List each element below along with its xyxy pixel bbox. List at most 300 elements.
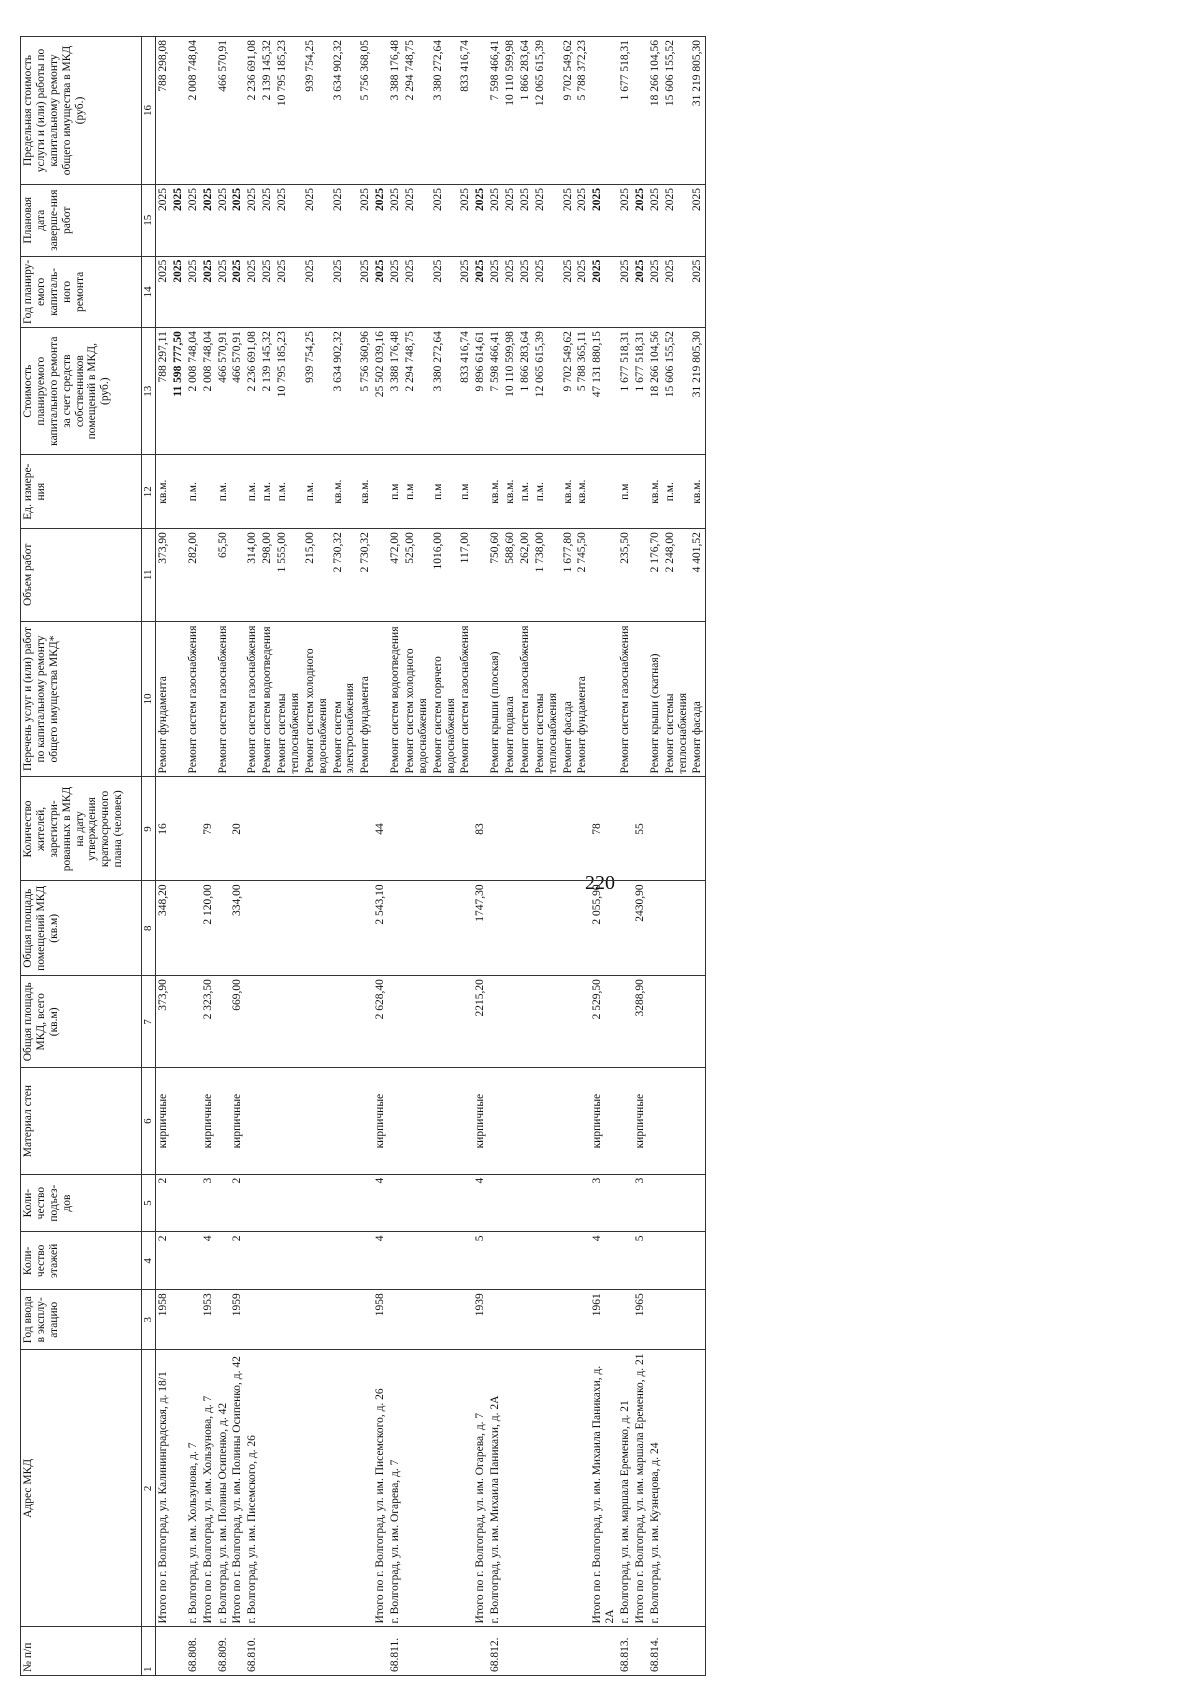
table-cell bbox=[431, 1627, 459, 1676]
table-cell bbox=[230, 37, 245, 185]
table-cell: п.м bbox=[431, 455, 459, 529]
table-cell: 262,00 bbox=[518, 529, 533, 621]
table-cell: 2025 bbox=[388, 256, 403, 328]
table-cell: 44 bbox=[373, 777, 388, 881]
table-cell: 1 677 518,31 bbox=[618, 37, 633, 185]
table-cell bbox=[518, 1174, 533, 1232]
column-number: 7 bbox=[142, 976, 156, 1068]
table-cell: 1 677 518,31 bbox=[633, 328, 648, 455]
table-cell: 2025 bbox=[561, 184, 576, 256]
table-cell: 298,00 bbox=[260, 529, 275, 621]
table-cell bbox=[171, 1290, 186, 1350]
table-cell: 2025 bbox=[648, 256, 663, 328]
table-cell bbox=[171, 455, 186, 529]
table-cell: 2 294 748,75 bbox=[403, 37, 431, 185]
table-row bbox=[303, 37, 331, 1676]
table-cell: 2 294 748,75 bbox=[403, 328, 431, 455]
table-cell bbox=[590, 37, 618, 185]
table-cell: 10 110 599,98 bbox=[503, 37, 518, 185]
table-cell bbox=[201, 455, 216, 529]
column-header: Общая площадь помещений МКД (кв.м) bbox=[21, 881, 142, 976]
table-cell bbox=[431, 1350, 459, 1627]
table-cell bbox=[503, 1627, 518, 1676]
table-cell: Итого по г. Волгоград, ул. им. маршала Еременко, д. 21 bbox=[633, 1350, 648, 1627]
table-cell: 466 570,91 bbox=[230, 328, 245, 455]
table-cell: 10 795 185,23 bbox=[275, 37, 303, 185]
table-cell bbox=[303, 881, 331, 976]
table-cell bbox=[503, 1350, 518, 1627]
table-cell: г. Волгоград, ул. им. Полины Осипенко, д. 42 bbox=[216, 1350, 231, 1627]
column-number: 15 bbox=[142, 184, 156, 256]
table-cell: 16 bbox=[156, 777, 171, 881]
table-cell bbox=[275, 1290, 303, 1350]
table-cell: 18 266 104,56 bbox=[648, 328, 663, 455]
table-cell bbox=[488, 1290, 503, 1350]
table-cell: Итого по г. Волгоград, ул. им. Писемского, д. 26 bbox=[373, 1350, 388, 1627]
table-cell bbox=[533, 1290, 561, 1350]
table-cell: 2025 bbox=[171, 184, 186, 256]
table-cell bbox=[503, 881, 518, 976]
table-cell: Ремонт систем газоснабжения bbox=[618, 621, 633, 777]
table-cell bbox=[373, 621, 388, 777]
table-cell bbox=[275, 881, 303, 976]
table-cell: 472,00 bbox=[388, 529, 403, 621]
table-cell: 235,50 bbox=[618, 529, 633, 621]
table-row bbox=[156, 37, 171, 1676]
table-cell bbox=[388, 777, 403, 881]
table-row bbox=[663, 37, 691, 1676]
table-cell: 1747,30 bbox=[473, 881, 488, 976]
table-cell bbox=[663, 1068, 691, 1174]
table-cell bbox=[633, 1627, 648, 1676]
table-cell bbox=[648, 1174, 663, 1232]
table-cell bbox=[431, 777, 459, 881]
table-cell: Итого по г. Волгоград, ул. им. Огарева, д. 7 bbox=[473, 1350, 488, 1627]
table-cell: 68.808. bbox=[186, 1627, 201, 1676]
table-cell bbox=[533, 1232, 561, 1290]
table-row bbox=[503, 37, 518, 1676]
table-cell: 2 008 748,04 bbox=[186, 328, 201, 455]
table-cell: 3 bbox=[201, 1174, 216, 1232]
table-cell: 12 065 615,39 bbox=[533, 328, 561, 455]
table-cell: 750,60 bbox=[488, 529, 503, 621]
table-cell: 2025 bbox=[230, 256, 245, 328]
table-cell: 2025 bbox=[518, 256, 533, 328]
table-row bbox=[388, 37, 403, 1676]
table-cell bbox=[275, 1350, 303, 1627]
table-cell bbox=[186, 1068, 201, 1174]
table-cell: п.м bbox=[458, 455, 473, 529]
table-cell: Ремонт крыши (скатная) bbox=[648, 621, 663, 777]
table-cell: кв.м. bbox=[488, 455, 503, 529]
table-cell bbox=[216, 881, 231, 976]
table-cell: 2 008 748,04 bbox=[186, 37, 201, 185]
table-cell: 3 634 902,32 bbox=[331, 328, 359, 455]
table-cell: 1958 bbox=[156, 1290, 171, 1350]
table-cell bbox=[230, 621, 245, 777]
table-cell bbox=[575, 881, 590, 976]
table-cell: 15 606 155,52 bbox=[663, 328, 691, 455]
table-cell bbox=[331, 976, 359, 1068]
table-cell: кирпичные bbox=[230, 1068, 245, 1174]
table-cell: г. Волгоград, ул. им. маршала Еременко, д. 21 bbox=[618, 1350, 633, 1627]
table-cell bbox=[171, 1232, 186, 1290]
table-cell: 4 bbox=[473, 1174, 488, 1232]
table-cell bbox=[590, 529, 618, 621]
table-cell: 2025 bbox=[648, 184, 663, 256]
table-body bbox=[156, 37, 706, 1676]
table-cell: Ремонт системы теплоснабжения bbox=[275, 621, 303, 777]
table-cell bbox=[388, 1232, 403, 1290]
column-header: Объем работ bbox=[21, 529, 142, 621]
table-cell bbox=[618, 976, 633, 1068]
table-cell bbox=[171, 621, 186, 777]
table-cell: 5 756 360,96 bbox=[358, 328, 373, 455]
table-cell bbox=[303, 1627, 331, 1676]
table-cell: Ремонт систем водоотведения bbox=[260, 621, 275, 777]
table-cell bbox=[275, 1068, 303, 1174]
table-cell bbox=[690, 777, 705, 881]
table-cell bbox=[358, 777, 373, 881]
table-cell: 2025 bbox=[590, 184, 618, 256]
table-cell: 1 677 518,31 bbox=[618, 328, 633, 455]
table-cell: 2025 bbox=[533, 184, 561, 256]
table-cell bbox=[518, 1068, 533, 1174]
table-cell bbox=[245, 777, 260, 881]
column-header: Плановая дата заверше-ния работ bbox=[21, 184, 142, 256]
table-cell bbox=[618, 777, 633, 881]
column-header: Коли-чество подъез-дов bbox=[21, 1174, 142, 1232]
column-number: 6 bbox=[142, 1068, 156, 1174]
table-cell bbox=[575, 1290, 590, 1350]
table-cell bbox=[690, 1068, 705, 1174]
table-cell: 2025 bbox=[156, 184, 171, 256]
table-row bbox=[633, 37, 648, 1676]
table-cell bbox=[201, 1627, 216, 1676]
table-cell bbox=[245, 1174, 260, 1232]
table-cell: п.м. bbox=[260, 455, 275, 529]
table-cell: 2025 bbox=[503, 256, 518, 328]
table-cell bbox=[186, 777, 201, 881]
column-number: 14 bbox=[142, 256, 156, 328]
column-header: Адрес МКД bbox=[21, 1350, 142, 1627]
table-cell: 2025 bbox=[358, 256, 373, 328]
table-cell: Ремонт фундамента bbox=[358, 621, 373, 777]
column-header: № п/п bbox=[21, 1627, 142, 1676]
table-cell: 588,60 bbox=[503, 529, 518, 621]
table-cell bbox=[575, 1232, 590, 1290]
table-cell bbox=[533, 1068, 561, 1174]
table-cell bbox=[358, 1350, 373, 1627]
table-cell bbox=[171, 529, 186, 621]
table-cell: 2025 bbox=[690, 184, 705, 256]
table-cell: 9 896 614,61 bbox=[473, 328, 488, 455]
table-cell: 12 065 615,39 bbox=[533, 37, 561, 185]
table-cell bbox=[230, 529, 245, 621]
table-cell: 2025 bbox=[216, 256, 231, 328]
page-number: 220 bbox=[585, 872, 615, 894]
table-cell: 55 bbox=[633, 777, 648, 881]
table-cell: 9 702 549,62 bbox=[561, 328, 576, 455]
table-cell: 2025 bbox=[458, 184, 473, 256]
table-cell bbox=[618, 1290, 633, 1350]
table-cell: 1 555,00 bbox=[275, 529, 303, 621]
table-cell bbox=[373, 37, 388, 185]
table-cell: Итого по г. Волгоград, ул. им. Михаила Паникахи, д. 2А bbox=[590, 1350, 618, 1627]
table-cell bbox=[230, 1627, 245, 1676]
table-cell: 669,00 bbox=[230, 976, 245, 1068]
table-cell: 4 bbox=[373, 1174, 388, 1232]
table-cell: 2025 bbox=[245, 256, 260, 328]
table-cell: 2025 bbox=[358, 184, 373, 256]
table-cell: 2 236 691,08 bbox=[245, 37, 260, 185]
table-cell bbox=[458, 1350, 473, 1627]
table-cell bbox=[690, 1174, 705, 1232]
table-cell: 68.814. bbox=[648, 1627, 663, 1676]
table-cell bbox=[590, 621, 618, 777]
table-cell: 2025 bbox=[331, 256, 359, 328]
table-row bbox=[575, 37, 590, 1676]
table-cell bbox=[663, 976, 691, 1068]
table-cell bbox=[303, 976, 331, 1068]
table-row bbox=[648, 37, 663, 1676]
table-cell: 2430,90 bbox=[633, 881, 648, 976]
table-cell: 2025 bbox=[663, 184, 691, 256]
table-cell bbox=[503, 1068, 518, 1174]
table-cell bbox=[245, 976, 260, 1068]
table-cell bbox=[575, 1350, 590, 1627]
table-cell bbox=[458, 1290, 473, 1350]
column-header: Год планиру-емого капиталь-ного ремонта bbox=[21, 256, 142, 328]
table-cell bbox=[186, 881, 201, 976]
table-cell bbox=[575, 1627, 590, 1676]
column-number: 13 bbox=[142, 328, 156, 455]
table-cell: 2 543,10 bbox=[373, 881, 388, 976]
table-cell bbox=[458, 1068, 473, 1174]
table-cell: 833 416,74 bbox=[458, 328, 473, 455]
table-cell bbox=[663, 1232, 691, 1290]
table-cell: Ремонт крыши (плоская) bbox=[488, 621, 503, 777]
table-cell: Ремонт подвала bbox=[503, 621, 518, 777]
table-cell: 3 380 272,64 bbox=[431, 328, 459, 455]
table-cell: 68.809. bbox=[216, 1627, 231, 1676]
table-cell bbox=[488, 976, 503, 1068]
table-cell: Ремонт систем газоснабжения bbox=[245, 621, 260, 777]
table-cell: 5 bbox=[473, 1232, 488, 1290]
table-cell: г. Волгоград, ул. им. Кузнецова, д. 24 bbox=[648, 1350, 663, 1627]
column-number: 12 bbox=[142, 455, 156, 529]
table-cell bbox=[216, 777, 231, 881]
table-cell bbox=[488, 1232, 503, 1290]
table-cell bbox=[201, 529, 216, 621]
table-cell bbox=[633, 37, 648, 185]
table-cell: 2025 bbox=[260, 184, 275, 256]
table-cell: 2 236 691,08 bbox=[245, 328, 260, 455]
table-cell: 2025 bbox=[388, 184, 403, 256]
column-number-row bbox=[142, 37, 156, 1676]
table-cell bbox=[171, 976, 186, 1068]
table-cell bbox=[275, 1232, 303, 1290]
table-cell: 1 677,80 bbox=[561, 529, 576, 621]
table-cell: 3 380 272,64 bbox=[431, 37, 459, 185]
table-cell bbox=[186, 1232, 201, 1290]
table-cell: Ремонт фасада bbox=[561, 621, 576, 777]
table-cell: 2025 bbox=[488, 184, 503, 256]
table-cell: 1016,00 bbox=[431, 529, 459, 621]
table-cell: 31 219 805,30 bbox=[690, 37, 705, 185]
column-header: Материал стен bbox=[21, 1068, 142, 1174]
table-cell bbox=[663, 1174, 691, 1232]
table-cell: 15 606 155,52 bbox=[663, 37, 691, 185]
table-cell: 2025 bbox=[373, 184, 388, 256]
table-cell bbox=[561, 881, 576, 976]
table-cell bbox=[518, 881, 533, 976]
table-cell bbox=[245, 1290, 260, 1350]
table-cell bbox=[648, 1290, 663, 1350]
table-cell bbox=[533, 1174, 561, 1232]
table-cell: кв.м. bbox=[690, 455, 705, 529]
table-cell: Ремонт систем водоотведения bbox=[388, 621, 403, 777]
table-cell bbox=[690, 976, 705, 1068]
table-cell bbox=[473, 455, 488, 529]
table-row bbox=[275, 37, 303, 1676]
table-cell bbox=[201, 37, 216, 185]
table-cell: 79 bbox=[201, 777, 216, 881]
table-cell bbox=[388, 1174, 403, 1232]
table-cell bbox=[561, 976, 576, 1068]
table-row bbox=[201, 37, 216, 1676]
table-cell bbox=[303, 1350, 331, 1627]
table-cell: кирпичные bbox=[590, 1068, 618, 1174]
table-cell bbox=[331, 1350, 359, 1627]
column-header: Перечень услуг и (или) работ по капитальному ремонту общего имущества МКД* bbox=[21, 621, 142, 777]
table-cell bbox=[303, 1232, 331, 1290]
table-cell bbox=[690, 1350, 705, 1627]
capital-repair-table bbox=[20, 36, 706, 1676]
table-cell: кирпичные bbox=[156, 1068, 171, 1174]
table-cell: 2 bbox=[156, 1232, 171, 1290]
table-cell bbox=[260, 1290, 275, 1350]
table-cell bbox=[388, 976, 403, 1068]
table-cell: п.м. bbox=[186, 455, 201, 529]
table-cell bbox=[518, 1232, 533, 1290]
table-cell: 334,00 bbox=[230, 881, 245, 976]
table-cell: 2 176,70 bbox=[648, 529, 663, 621]
column-header: Коли-чество этажей bbox=[21, 1232, 142, 1290]
table-cell bbox=[260, 1232, 275, 1290]
table-cell bbox=[331, 881, 359, 976]
column-header: Предельная стоимость услуги и (или) работы по капитальному ремонту общего имущества в МКД (руб.) bbox=[21, 37, 142, 185]
table-cell: 1 866 283,64 bbox=[518, 328, 533, 455]
table-cell: 10 795 185,23 bbox=[275, 328, 303, 455]
table-cell bbox=[473, 621, 488, 777]
table-cell bbox=[373, 1627, 388, 1676]
table-row bbox=[403, 37, 431, 1676]
table-cell: 2025 bbox=[260, 256, 275, 328]
table-cell bbox=[388, 1068, 403, 1174]
table-cell bbox=[171, 1627, 186, 1676]
table-cell: 2025 bbox=[201, 256, 216, 328]
table-cell bbox=[373, 455, 388, 529]
table-cell: п.м bbox=[618, 455, 633, 529]
table-cell: кв.м. bbox=[331, 455, 359, 529]
table-row bbox=[230, 37, 245, 1676]
table-cell: 2025 bbox=[216, 184, 231, 256]
table-cell: 65,50 bbox=[216, 529, 231, 621]
table-cell: г. Волгоград, ул. им. Писемского, д. 26 bbox=[245, 1350, 260, 1627]
table-cell: 2025 bbox=[488, 256, 503, 328]
table-cell bbox=[331, 777, 359, 881]
table-cell bbox=[260, 1068, 275, 1174]
table-cell: 3 388 176,48 bbox=[388, 37, 403, 185]
column-header: Общая площадь МКД, всего (кв.м) bbox=[21, 976, 142, 1068]
table-cell bbox=[275, 976, 303, 1068]
column-header: Количество жителей, зарегистри-рованных в МКД на дату утверждения краткосрочного плана (человек) bbox=[21, 777, 142, 881]
table-cell: 2025 bbox=[590, 256, 618, 328]
table-cell bbox=[575, 1174, 590, 1232]
table-cell: 2025 bbox=[663, 256, 691, 328]
table-cell bbox=[518, 1350, 533, 1627]
table-cell: 5 bbox=[633, 1232, 648, 1290]
table-cell bbox=[331, 1068, 359, 1174]
table-cell: 2 323,50 bbox=[201, 976, 216, 1068]
column-number: 16 bbox=[142, 37, 156, 185]
table-cell bbox=[518, 777, 533, 881]
table-cell: 68.812. bbox=[488, 1627, 503, 1676]
table-cell bbox=[633, 455, 648, 529]
table-cell: 11 598 777,50 bbox=[171, 328, 186, 455]
column-number: 9 bbox=[142, 777, 156, 881]
table-cell: Ремонт систем холодного водоснабжения bbox=[303, 621, 331, 777]
table-cell bbox=[303, 1290, 331, 1350]
table-cell: 1939 bbox=[473, 1290, 488, 1350]
table-cell: 2025 bbox=[533, 256, 561, 328]
table-cell: 939 754,25 bbox=[303, 328, 331, 455]
table-cell: 2025 bbox=[403, 184, 431, 256]
table-row bbox=[458, 37, 473, 1676]
table-cell bbox=[171, 777, 186, 881]
table-cell bbox=[663, 1350, 691, 1627]
table-cell bbox=[358, 1068, 373, 1174]
table-cell bbox=[260, 1627, 275, 1676]
table-cell bbox=[431, 1290, 459, 1350]
table-cell bbox=[216, 1232, 231, 1290]
table-cell bbox=[171, 1350, 186, 1627]
table-row bbox=[518, 37, 533, 1676]
table-cell bbox=[260, 1350, 275, 1627]
table-cell: 2025 bbox=[230, 184, 245, 256]
column-number: 10 bbox=[142, 621, 156, 777]
table-row bbox=[373, 37, 388, 1676]
column-number: 5 bbox=[142, 1174, 156, 1232]
table-cell: 939 754,25 bbox=[303, 37, 331, 185]
table-cell bbox=[648, 1068, 663, 1174]
table-cell bbox=[663, 1627, 691, 1676]
table-cell: п.м. bbox=[303, 455, 331, 529]
table-cell: 2025 bbox=[303, 184, 331, 256]
table-cell: 788 297,11 bbox=[156, 328, 171, 455]
table-cell: 466 570,91 bbox=[216, 37, 231, 185]
table-cell bbox=[358, 1627, 373, 1676]
table-cell bbox=[488, 1174, 503, 1232]
table-cell: 2025 bbox=[431, 184, 459, 256]
table-cell: 373,90 bbox=[156, 976, 171, 1068]
table-cell: 25 502 039,16 bbox=[373, 328, 388, 455]
table-cell bbox=[633, 529, 648, 621]
table-cell: 5 788 372,23 bbox=[575, 37, 590, 185]
table-cell bbox=[458, 1232, 473, 1290]
table-cell bbox=[533, 881, 561, 976]
